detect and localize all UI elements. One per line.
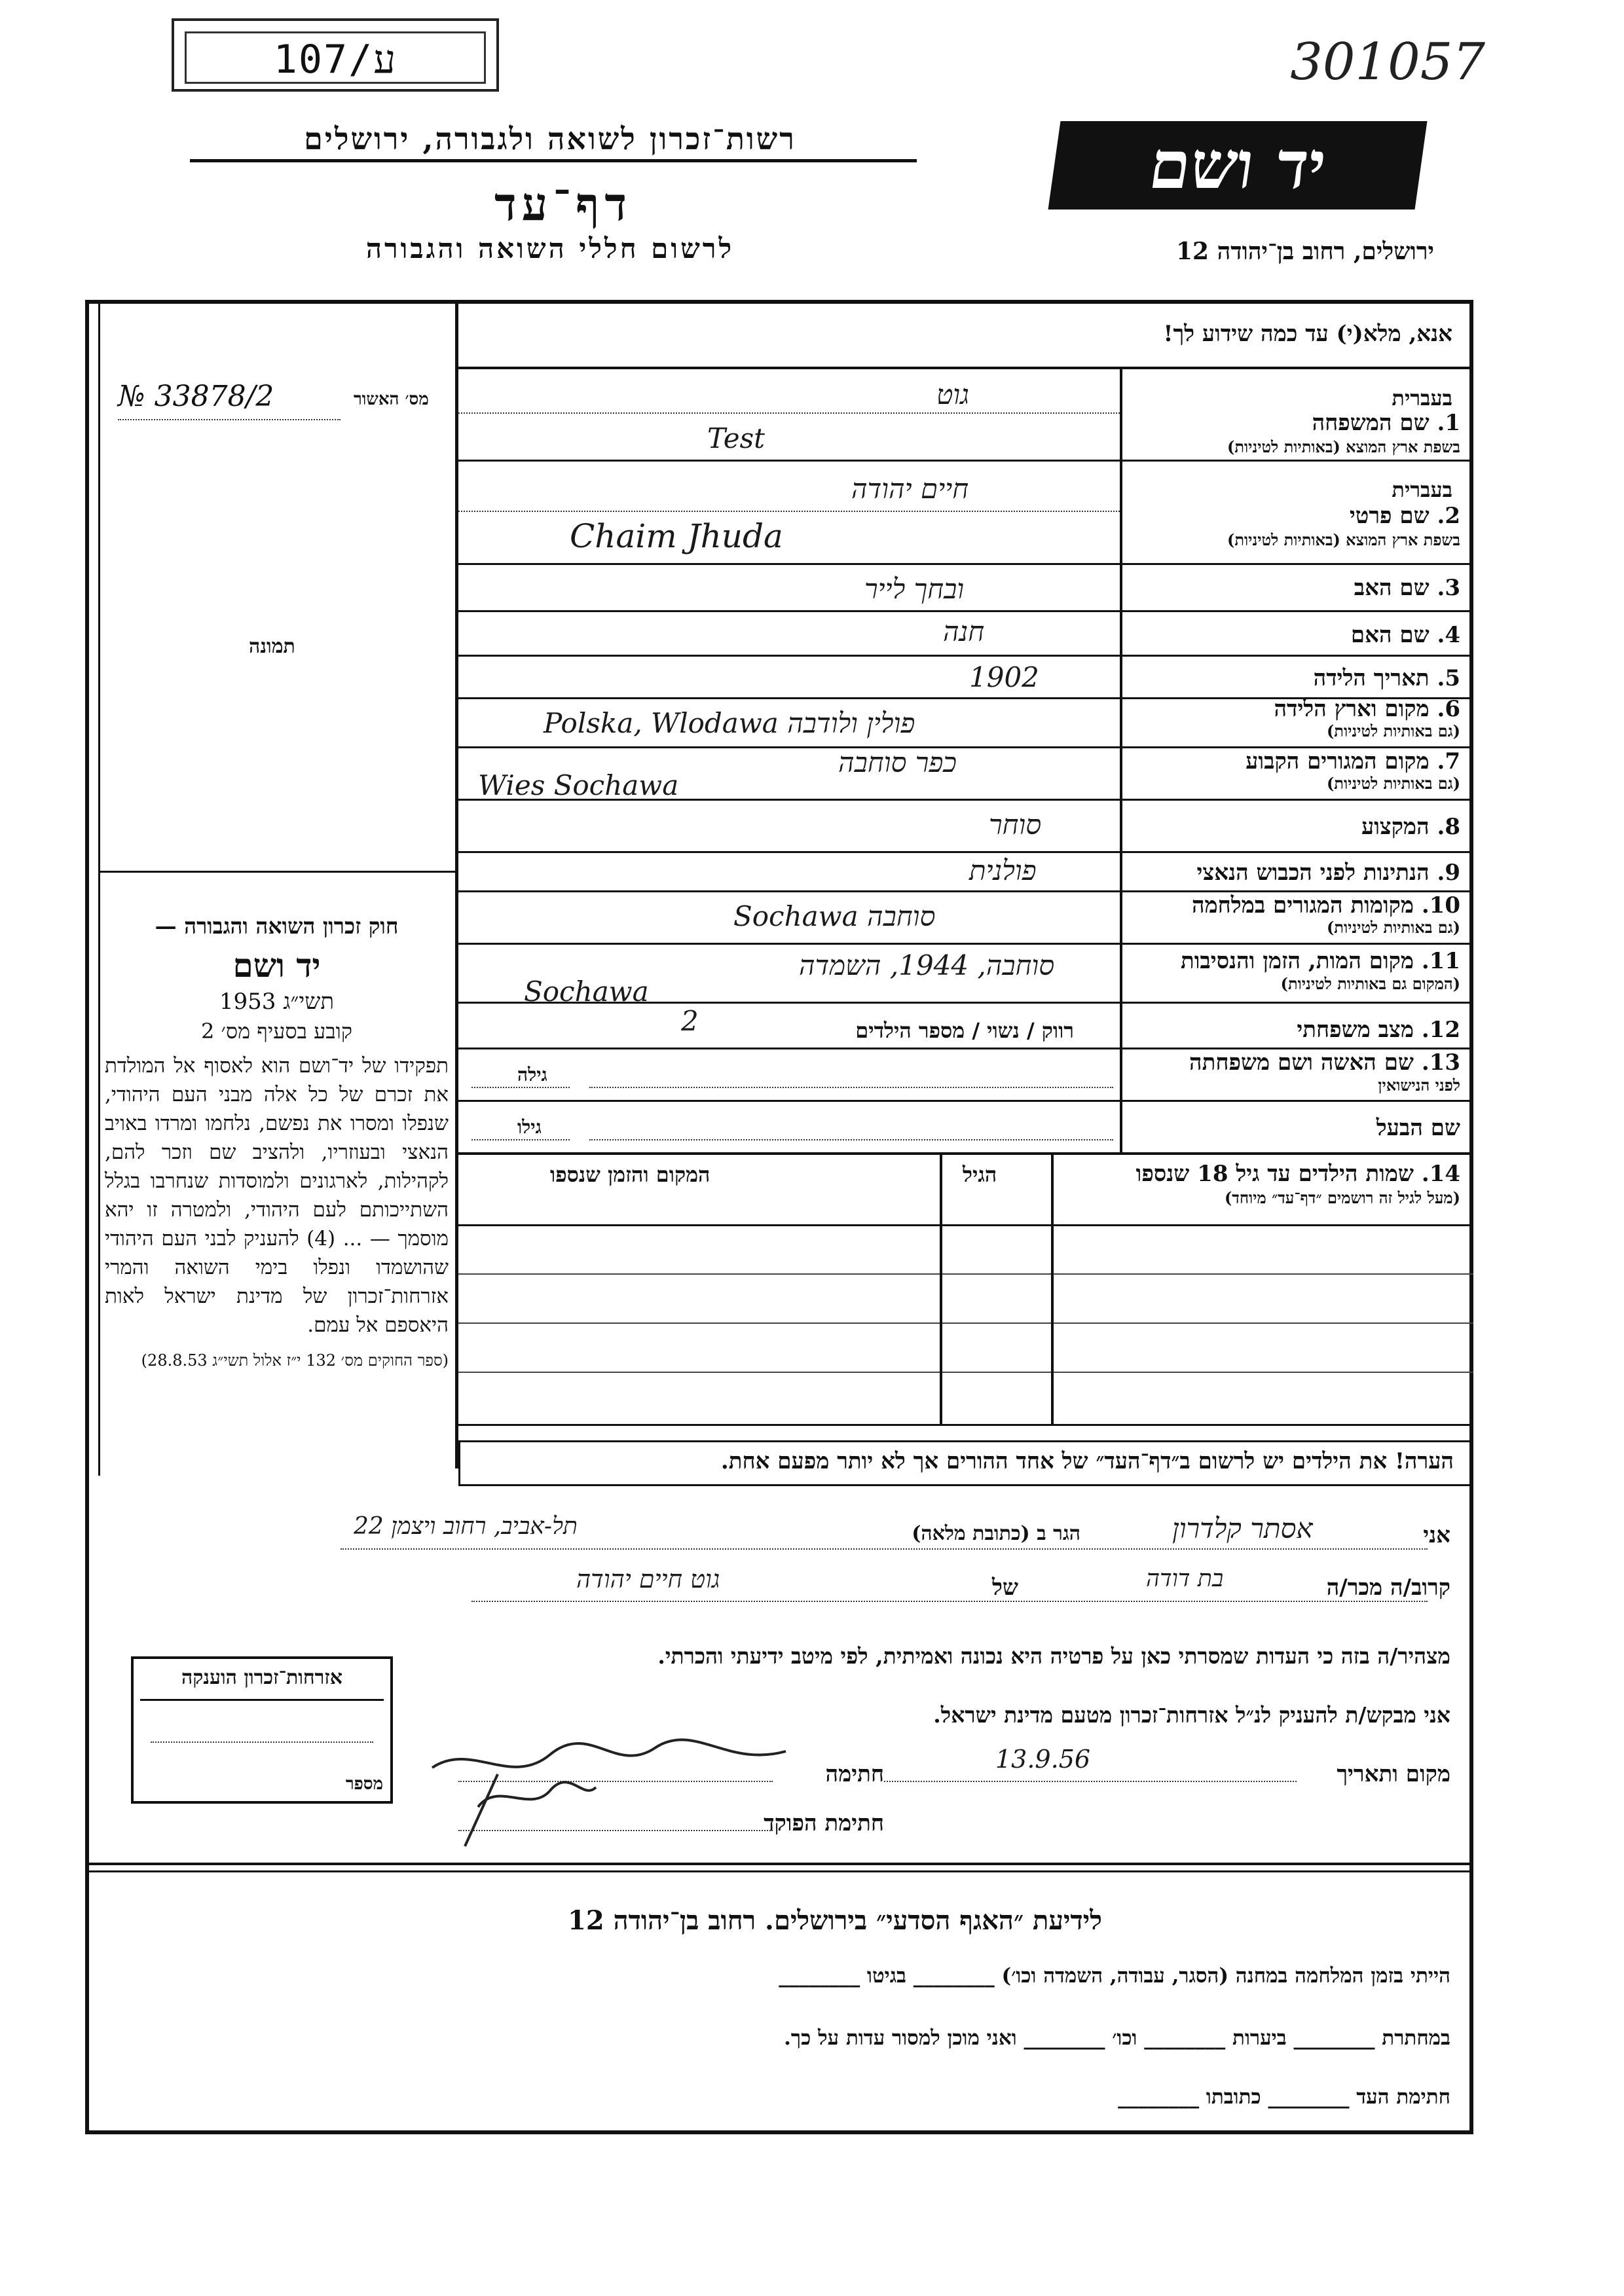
divider-horizontal xyxy=(458,367,1473,369)
field-13-line xyxy=(589,1087,1113,1088)
photo-divider xyxy=(100,871,455,873)
field-1-latin-value: Test xyxy=(707,422,766,454)
cert-label: מס׳ האשור xyxy=(354,390,429,409)
children-col-divider xyxy=(1051,1152,1054,1424)
field-11-label: 11. מקום המות, הזמן והנסיבות xyxy=(1180,948,1460,974)
header-address: ירושלים, רחוב בן־יהודה 12 xyxy=(1175,238,1434,265)
row-line xyxy=(458,460,1473,462)
field-9-value: פולנית xyxy=(969,854,1037,886)
row-line xyxy=(458,655,1473,657)
field-1-heb-tag: בעברית xyxy=(1392,386,1452,410)
col-place-header: המקום והזמן שנספו xyxy=(550,1162,710,1187)
relative-label: קרוב/ה מכר/ה xyxy=(1326,1575,1450,1601)
field-13-age-label: גילה xyxy=(517,1064,547,1085)
law-name: יד ושם xyxy=(232,946,321,985)
official-line xyxy=(458,1830,773,1831)
field-13-age-line xyxy=(471,1087,570,1088)
decl-ani: אני xyxy=(1423,1522,1450,1548)
witness-line-1: הייתי בזמן המלחמה במחנה (הסגר, עבודה, השמדה וכו׳) ________ בגיטו ________ xyxy=(779,1964,1450,1988)
children-col-divider xyxy=(940,1152,942,1424)
field-1-label: 1. שם המשפחה xyxy=(1312,410,1460,436)
decl-line-1 xyxy=(341,1548,1428,1550)
relation-value: בת דודה xyxy=(1146,1565,1224,1592)
decl-line-2 xyxy=(471,1601,1428,1602)
cert-number: № 33878/2 xyxy=(118,380,274,413)
field-11-latin-value: Sochawa xyxy=(524,975,649,1008)
org-name: רשות־זכרון לשואה ולגבורה, ירושלים xyxy=(304,121,796,156)
witness-line-2: במחתרת ________ ביערות ________ וכו׳ ________ ואני מוכן למסור עדות על כך. xyxy=(784,2026,1450,2050)
note-text: הערה! את הילדים יש לרשום ב״דף־העד״ של אחד ההורים אך לא יותר מפעם אחת. xyxy=(720,1448,1454,1474)
field-3-label: 3. שם האב xyxy=(1354,575,1460,601)
memorial-title: אזרחות־זכרון הוענקה xyxy=(181,1666,343,1689)
field-12-children-count: 2 xyxy=(681,1005,699,1037)
field-4-value: חנה xyxy=(943,615,985,647)
row-dotline xyxy=(458,412,1120,414)
memorial-divider xyxy=(140,1699,384,1701)
field-12-options: רווק / נשוי / מספר הילדים xyxy=(855,1018,1074,1043)
field-13-label: 13. שם האשה ושם משפחתה xyxy=(1189,1049,1460,1076)
row-line xyxy=(458,1100,1473,1102)
witness-title: לידיעת ״האגף הסדעי״ בירושלים. רחוב בן־יהודה 12 xyxy=(568,1905,1102,1936)
field-7-label: 7. מקום המגורים הקבוע xyxy=(1246,748,1460,774)
row-line xyxy=(458,943,1473,945)
row-line xyxy=(458,851,1473,853)
field-6-value: Polska, Wlodawa פולין ולודבה xyxy=(544,707,915,739)
field-8-value: סוחר xyxy=(989,809,1042,841)
cert-line xyxy=(118,419,341,420)
field-6-sub: (גם באותיות לטיניות) xyxy=(1326,721,1460,740)
col-age-header: הגיל xyxy=(963,1162,997,1187)
row-line xyxy=(458,563,1473,565)
children-header-bottom xyxy=(458,1224,1473,1226)
place-date-value: 13.9.56 xyxy=(995,1745,1091,1774)
husband-line xyxy=(589,1139,1113,1140)
law-source: (ספר החוקים מס׳ 132 י״ז אלול תשי״ג 28.8.53) xyxy=(141,1351,449,1370)
law-title: חוק זכרון השואה והגבורה — xyxy=(155,913,399,939)
field-10-value: Sochawa סוחבה xyxy=(733,900,936,932)
archive-number: 301057 xyxy=(1290,33,1485,92)
stamp-number: 107/ע xyxy=(185,31,486,84)
official-signature-label: חתימת הפוקד xyxy=(764,1810,884,1836)
memorial-number-label: מספר xyxy=(345,1774,383,1794)
intro-instruction: אנא, מלא(י) עד כמה שידוע לך! xyxy=(1163,321,1452,347)
law-text: תפקידו של יד־ושם הוא לאסוף אל המולדת את זכרם של כל אלה מבני העם היהודי, שנפלו ומסרו את נפשם, נלחמו ומרדו באויב הנאצי ובעוזריו, ולהציב שם וזכר להם, לקהילות, לארגונים ולמוסדות שנחרבו בגלל השתייכותם לעם היהודי, ולמטרה זו יהא מוסמך — ... (4) להעניק לבני העם היהודי שהושמדו ונפלו בימי השואה והמרי אזרחות־זכרון של מדינת ישראל לאות היאספם אל עמם. xyxy=(105,1054,449,1337)
divider-vertical-left xyxy=(98,304,100,1476)
field-7-latin-value: Wies Sochawa xyxy=(478,769,679,801)
field-6-label: 6. מקום וארץ הלידה xyxy=(1274,696,1460,722)
witness-separator xyxy=(89,1870,1469,1872)
field-8-label: 8. המקצוע xyxy=(1361,814,1460,840)
field-7-hebrew-value: כפר סוחבה xyxy=(838,746,957,778)
field-11-sub: (המקום גם באותיות לטיניות) xyxy=(1280,974,1460,993)
children-row xyxy=(458,1322,1473,1324)
yad-vashem-logo: יד ושם xyxy=(1048,121,1428,210)
field-10-sub: (גם באותיות לטיניות) xyxy=(1326,918,1460,937)
children-row xyxy=(458,1273,1473,1275)
decl-request: אני מבקש/ת להעניק לנ״ל אזרחות־זכרון מטעם מדינת ישראל. xyxy=(933,1702,1450,1728)
memorial-line-1 xyxy=(151,1741,373,1743)
field-2-label: 2. שם פרטי xyxy=(1349,503,1460,529)
law-clause: קובע בסעיף מס׳ 2 xyxy=(201,1019,352,1044)
children-top xyxy=(458,1152,1473,1155)
place-date-label: מקום ותאריך xyxy=(1337,1761,1450,1787)
of-label: של xyxy=(992,1575,1018,1601)
field-7-sub: (גם באותיות לטיניות) xyxy=(1326,774,1460,793)
law-year: תשי״ג 1953 xyxy=(219,989,335,1015)
field-2-heb-tag: בעברית xyxy=(1392,477,1452,502)
husband-label: שם הבעל xyxy=(1376,1115,1460,1141)
field-1-sub: בשפת ארץ המוצא (באותיות לטיניות) xyxy=(1227,437,1460,456)
declarant-address: תל-אביב, רחוב ויצמן 22 xyxy=(354,1513,578,1540)
photo-label: תמונה xyxy=(249,635,295,658)
decl-residing-label: הגר ב (כתובת מלאה) xyxy=(912,1522,1080,1545)
children-bottom xyxy=(458,1424,1473,1426)
signature-label: חתימה xyxy=(825,1761,884,1787)
row-dotline xyxy=(458,511,1120,512)
declarant-name: אסתר קלדרון xyxy=(1172,1512,1313,1544)
witness-separator xyxy=(89,1863,1469,1865)
row-line xyxy=(458,610,1473,612)
field-9-label: 9. הנתינות לפני הכבוש הנאצי xyxy=(1196,860,1460,886)
field-10-label: 10. מקומות המגורים במלחמה xyxy=(1191,892,1460,919)
children-row xyxy=(458,1372,1473,1373)
handwritten-signature xyxy=(419,1728,812,1859)
field-5-value: 1902 xyxy=(969,661,1039,693)
field-5-label: 5. תאריך הלידה xyxy=(1313,665,1460,691)
label-column-divider xyxy=(1120,367,1122,1152)
field-11-hebrew-value: סוחבה, 1944, השמדה xyxy=(799,949,1055,981)
field-4-label: 4. שם האם xyxy=(1350,622,1460,648)
divider-vertical xyxy=(455,300,458,1468)
field-3-value: ובחך לייר xyxy=(864,573,965,605)
field-2-latin-value: Chaim Jhuda xyxy=(570,517,783,555)
form-subtitle: לרשום חללי השואה והגבורה xyxy=(365,232,735,264)
place-date-line xyxy=(884,1781,1297,1782)
form-title: דף־עד xyxy=(494,177,632,231)
field-12-label: 12. מצב משפחתי xyxy=(1297,1017,1460,1043)
field-13-sub: לפני הנישואין xyxy=(1378,1076,1460,1095)
witness-line-3: חתימת העד ________ כתובתו ________ xyxy=(1118,2085,1450,2109)
org-underline xyxy=(190,159,917,162)
husband-age-label: גילו xyxy=(517,1116,542,1138)
decl-statement: מצהיר/ה בזה כי העדות שמסרתי כאן על פרטיה היא נכונה ואמיתית, לפי מיטב ידיעתי והכרתי. xyxy=(657,1643,1450,1669)
husband-age-line xyxy=(471,1139,570,1140)
field-1-hebrew-value: גוט xyxy=(936,378,969,410)
of-value: גוט חיים יהודה xyxy=(576,1565,720,1594)
field-2-hebrew-value: חיים יהודה xyxy=(851,473,969,505)
law-box xyxy=(105,913,449,1370)
field-14-label: 14. שמות הילדים עד גיל 18 שנספו xyxy=(1135,1161,1460,1187)
field-2-sub: בשפת ארץ המוצא (באותיות לטיניות) xyxy=(1227,530,1460,549)
field-14-sub: (מעל לגיל זה רושמים ״דף־עד״ מיוחד) xyxy=(1224,1188,1460,1207)
